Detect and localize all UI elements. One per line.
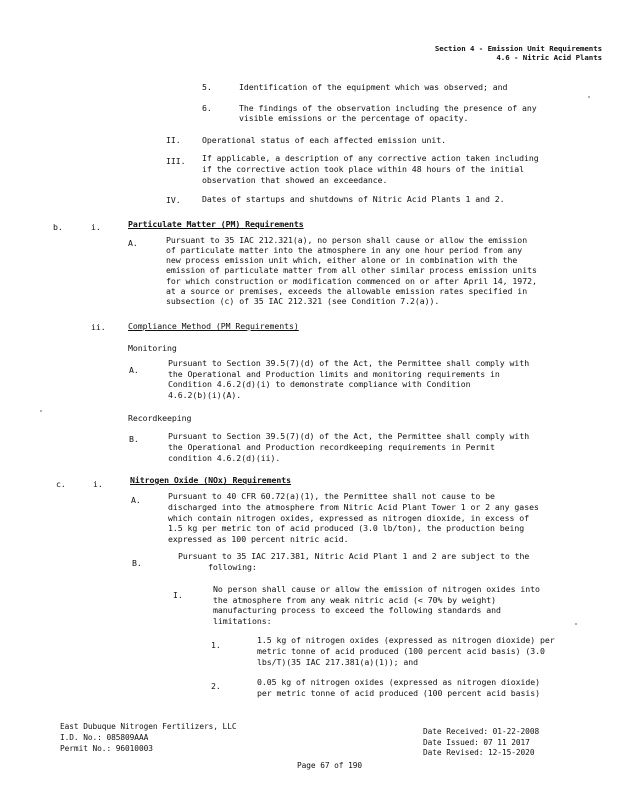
monitoring-subheading: Monitoring (128, 343, 177, 353)
pm-A-label: A. (128, 238, 138, 248)
nox-A-line: expressed as 100 percent nitric acid. (168, 534, 349, 544)
scan-speck (40, 410, 42, 412)
nox-I-line: limitations: (213, 616, 272, 626)
pm-A-line: at a source or premises, exceeds the allowable emission rates specified in (166, 286, 528, 296)
nox-A-line: Pursuant to 40 CFR 60.72(a)(1), the Permittee shall not cause to be (168, 491, 495, 501)
nox-I-line: manufacturing process to exceed the following standards and (213, 605, 501, 615)
footer-date-received: Date Received: 01-22-2008 (423, 727, 540, 736)
recordkeeping-subheading: Recordkeeping (128, 413, 192, 423)
nox-I-line: No person shall cause or allow the emission of nitrogen oxides into (213, 584, 540, 594)
monitoring-A-line: Pursuant to Section 39.5(7)(d) of the Act, the Permittee shall comply with (168, 358, 530, 368)
pm-A-line: for which construction or modification commenced on or after April 14, 1972, (166, 276, 537, 286)
item-III-number: III. (166, 156, 186, 166)
pm-A-line: of particulate matter into the atmosphere in any one hour period from any (166, 245, 523, 255)
monitoring-A-line: Condition 4.6.2(d)(i) to demonstrate compliance with Condition (168, 379, 471, 389)
page-number: Page 67 of 190 (297, 761, 363, 770)
nox-2-label: 2. (211, 681, 221, 691)
nox-B-line-2: following: (208, 562, 257, 572)
footer-permit-number: Permit No.: 96010003 (60, 744, 153, 753)
nox-A-label: A. (131, 495, 141, 505)
nox-requirements-heading: Nitrogen Oxide (NOx) Requirements (130, 475, 292, 485)
item-6-number: 6. (202, 103, 212, 113)
item-5-text: Identification of the equipment which was observed; and (239, 82, 508, 92)
section-b-letter: b. (53, 222, 63, 232)
monitoring-A-line: the Operational and Production limits and monitoring requirements in (168, 369, 500, 379)
section-b-ii-number: ii. (91, 322, 106, 332)
section-header-line1: Section 4 - Emission Unit Requirements (434, 44, 602, 53)
nox-2-line: per metric tonne of acid produced (100 percent acid basis) (257, 688, 540, 698)
section-header-line2: 4.6 - Nitric Acid Plants (496, 53, 602, 62)
section-c-number: i. (93, 479, 103, 489)
pm-A-line: emission of particulate matter from all other similar process emission units (166, 265, 537, 275)
scan-speck (575, 623, 577, 625)
nox-B-label: B. (132, 558, 142, 568)
nox-A-line: discharged into the atmosphere from Nitric Acid Plant Tower 1 or 2 any gases (168, 502, 539, 512)
monitoring-A-label: A. (129, 365, 139, 375)
item-IV-number: IV. (166, 195, 181, 205)
footer-id-number: I.D. No.: 085809AAA (60, 733, 149, 742)
recordkeeping-B-line: the Operational and Production recordkeeping requirements in Permit (168, 442, 495, 452)
recordkeeping-B-line: condition 4.6.2(d)(ii). (168, 453, 281, 463)
footer-company: East Dubuque Nitrogen Fertilizers, LLC (60, 722, 237, 731)
item-II-text: Operational status of each affected emission unit. (202, 135, 446, 145)
nox-I-label: I. (173, 590, 183, 600)
monitoring-A-line: 4.6.2(b)(i)(A). (168, 390, 242, 400)
pm-compliance-heading: Compliance Method (PM Requirements) (128, 321, 299, 331)
section-b-number: i. (91, 222, 101, 232)
nox-B-line-1: Pursuant to 35 IAC 217.381, Nitric Acid Plant 1 and 2 are subject to the (178, 551, 530, 561)
item-III-line-3: observation that showed an exceedance. (202, 175, 388, 185)
nox-A-line: 1.5 kg per metric ton of acid produced (3.0 lb/ton), the production being (168, 523, 525, 533)
pm-A-line: new process emission unit which, either alone or in combination with the (166, 255, 518, 265)
recordkeeping-B-label: B. (129, 434, 139, 444)
item-III-line-2: if the corrective action took place within 48 hours of the initial (202, 164, 525, 174)
nox-1-line: metric tonne of acid produced (100 percent acid basis) (3.0 (257, 646, 545, 656)
nox-2-line: 0.05 kg of nitrogen oxides (expressed as nitrogen dioxide) (257, 677, 540, 687)
recordkeeping-B-line: Pursuant to Section 39.5(7)(d) of the Act, the Permittee shall comply with (168, 431, 530, 441)
pm-requirements-heading: Particulate Matter (PM) Requirements (128, 219, 304, 229)
nox-1-line: 1.5 kg of nitrogen oxides (expressed as nitrogen dioxide) per (257, 635, 555, 645)
nox-1-line: lbs/T)(35 IAC 217.381(a)(1)); and (257, 657, 419, 667)
item-6-line-2: visible emissions or the percentage of opacity. (239, 113, 469, 123)
item-IV-text: Dates of startups and shutdowns of Nitric Acid Plants 1 and 2. (202, 194, 505, 204)
scan-speck (588, 96, 590, 98)
footer-date-issued: Date Issued: 07 11 2017 (423, 738, 530, 747)
pm-A-line: Pursuant to 35 IAC 212.321(a), no person shall cause or allow the emission (166, 235, 528, 245)
footer-date-revised: Date Revised: 12-15-2020 (423, 748, 535, 757)
nox-A-line: which contain nitrogen oxides, expressed as nitrogen dioxide, in excess of (168, 513, 530, 523)
item-II-number: II. (166, 135, 181, 145)
item-III-line-1: If applicable, a description of any corrective action taken including (202, 153, 539, 163)
section-c-letter: c. (56, 479, 66, 489)
nox-I-line: the atmosphere from any weak nitric acid (< 70% by weight) (213, 595, 496, 605)
pm-A-line: subsection (c) of 35 IAC 212.321 (see Condition 7.2(a)). (166, 296, 440, 306)
item-6-line-1: The findings of the observation including the presence of any (239, 103, 537, 113)
item-5-number: 5. (202, 82, 212, 92)
nox-1-label: 1. (211, 640, 221, 650)
